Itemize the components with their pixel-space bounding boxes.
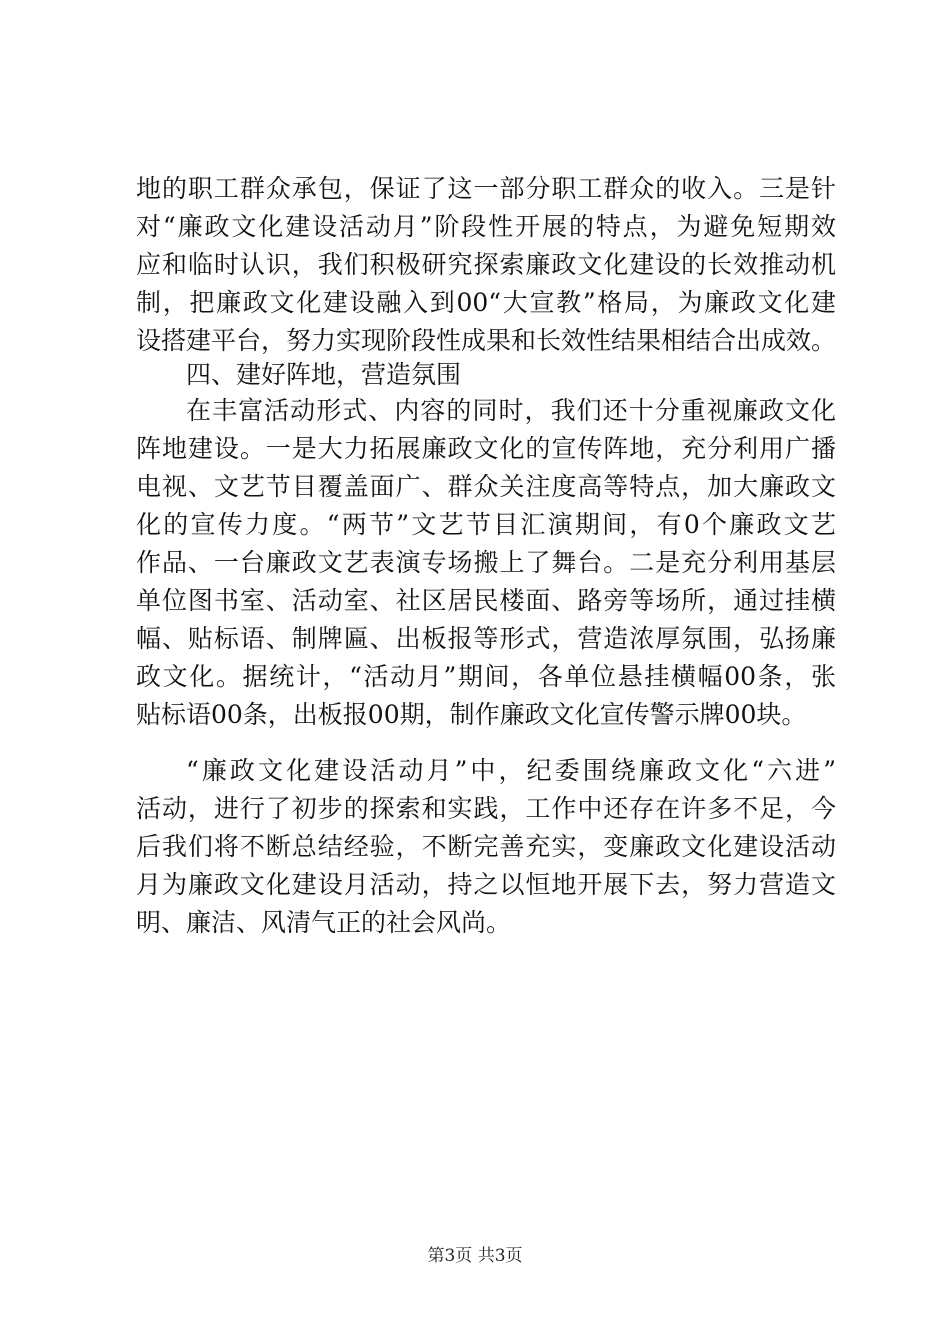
page-number-footer: 第3页 共3页 [427, 1246, 523, 1266]
paragraph-line: 月为廉政文化建设月活动，持之以恒地开展下去，努力营造文 [136, 870, 836, 899]
paragraph-line: 作品、一台廉政文艺表演专场搬上了舞台。二是充分利用基层 [136, 548, 836, 577]
paragraph-line: 后我们将不断总结经验，不断完善充实，变廉政文化建设活动 [136, 832, 836, 861]
paragraph-line: 制，把廉政文化建设融入到00“大宣教”格局，为廉政文化建 [136, 288, 836, 317]
paragraph-line: 在丰富活动形式、内容的同时，我们还十分重视廉政文化 [186, 396, 836, 425]
paragraph-line: 对“廉政文化建设活动月”阶段性开展的特点，为避免短期效 [136, 212, 836, 241]
paragraph-line: 电视、文艺节目覆盖面广、群众关注度高等特点，加大廉政文 [136, 472, 836, 501]
paragraph-line: 贴标语00条，出板报00期，制作廉政文化宣传警示牌00块。 [136, 700, 807, 729]
paragraph-line: 设搭建平台，努力实现阶段性成果和长效性结果相结合出成效。 [136, 326, 837, 355]
paragraph-line: 活动，进行了初步的探索和实践，工作中还存在许多不足，今 [136, 794, 836, 823]
paragraph-line: “廉政文化建设活动月”中，纪委围绕廉政文化“六进” [186, 756, 836, 785]
paragraph-line: 幅、贴标语、制牌匾、出板报等形式，营造浓厚氛围，弘扬廉 [136, 624, 836, 653]
paragraph-line: 政文化。据统计，“活动月”期间，各单位悬挂横幅00条，张 [136, 662, 836, 691]
paragraph-line: 化的宣传力度。“两节”文艺节目汇演期间，有0个廉政文艺 [136, 510, 836, 539]
paragraph-line: 应和临时认识，我们积极研究探索廉政文化建设的长效推动机 [136, 250, 836, 279]
paragraph-line: 明、廉洁、风清气正的社会风尚。 [136, 908, 512, 937]
paragraph-line: 地的职工群众承包，保证了这一部分职工群众的收入。三是针 [136, 174, 836, 203]
paragraph-line: 单位图书室、活动室、社区居民楼面、路旁等场所，通过挂横 [136, 586, 836, 615]
section-heading: 四、建好阵地，营造氛围 [186, 360, 462, 389]
paragraph-line: 阵地建设。一是大力拓展廉政文化的宣传阵地，充分利用广播 [136, 434, 836, 463]
